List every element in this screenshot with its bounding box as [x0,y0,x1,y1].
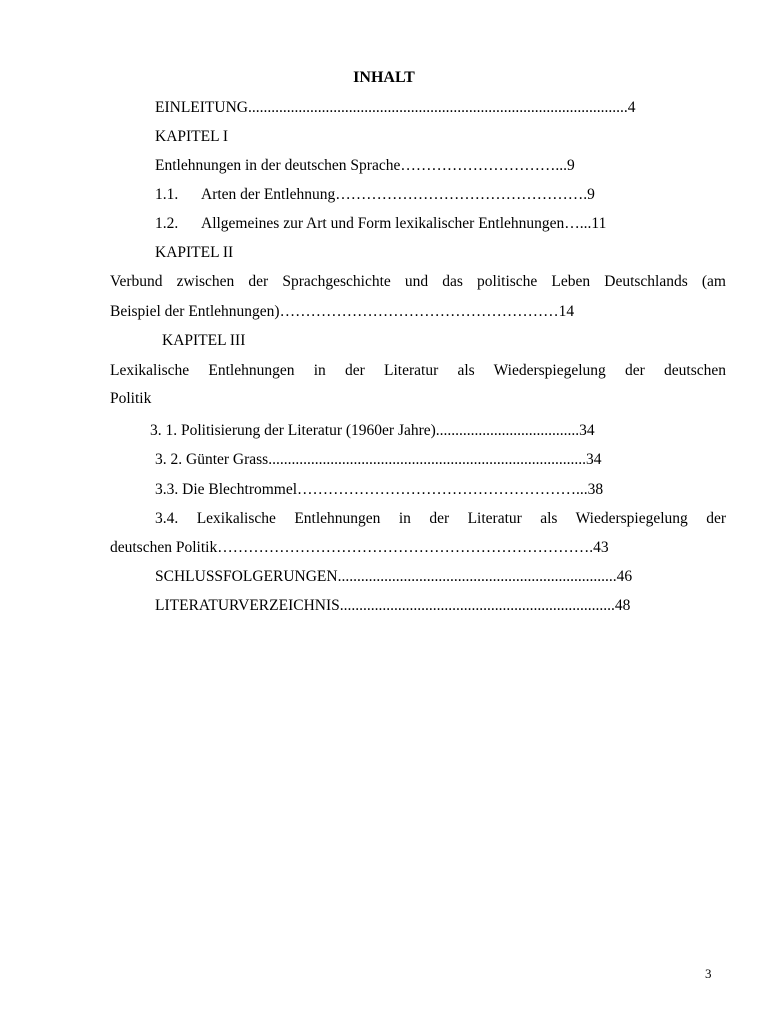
toc-chapter-3-title-line2: Politik [110,390,152,407]
toc-entry-schlussfolgerungen: SCHLUSSFOLGERUNGEN........................................................................46 [155,568,633,585]
toc-entry-1-2 [155,214,606,234]
toc-chapter-1-title: Entlehnungen in der deutschen Sprache…………………………...9 [155,157,575,174]
toc-entry-3-4-line2: deutschen Politik……………………………………………………………….43 [110,539,609,556]
toc-title: INHALT [353,69,415,86]
toc-entry-literaturverzeichnis: LITERATURVERZEICHNIS.......................................................................48 [155,597,631,614]
toc-entry-1-1-number: 1.1. [155,186,179,203]
toc-entry-1-2-number: 1.2. [155,215,179,232]
toc-chapter-2-title-line1: Verbund zwischen der Sprachgeschichte und das politische Leben Deutschlands (am [110,273,726,290]
page-number: 3 [705,966,712,981]
toc-chapter-3-title-line1: Lexikalische Entlehnungen in der Literatur als Wiederspiegelung der deutschen [110,362,726,379]
toc-entry-einleitung: EINLEITUNG..................................................................................................4 [155,99,636,116]
toc-chapter-3-heading: KAPITEL III [162,332,246,349]
toc-entry-3-3: 3.3. Die Blechtrommel………………………………………………...38 [155,481,604,498]
toc-chapter-2-title-line2: Beispiel der Entlehnungen)………………………………………………14 [110,303,575,320]
toc-chapter-1-heading: KAPITEL I [155,128,229,145]
toc-entry-1-2-text: Allgemeines zur Art und Form lexikalischer Entlehnungen…...11 [201,215,607,232]
toc-entry-3-4-line1: 3.4. Lexikalische Entlehnungen in der Literatur als Wiederspiegelung der [155,510,726,527]
toc-chapter-2-heading: KAPITEL II [155,244,234,261]
toc-entry-1-1-text: Arten der Entlehnung………………………………………….9 [201,186,595,203]
toc-entry-1-1 [155,185,595,205]
toc-entry-3-2: 3. 2. Günter Grass..................................................................................34 [155,451,602,468]
toc-entry-3-1: 3. 1. Politisierung der Literatur (1960er Jahre).....................................34 [150,422,595,439]
